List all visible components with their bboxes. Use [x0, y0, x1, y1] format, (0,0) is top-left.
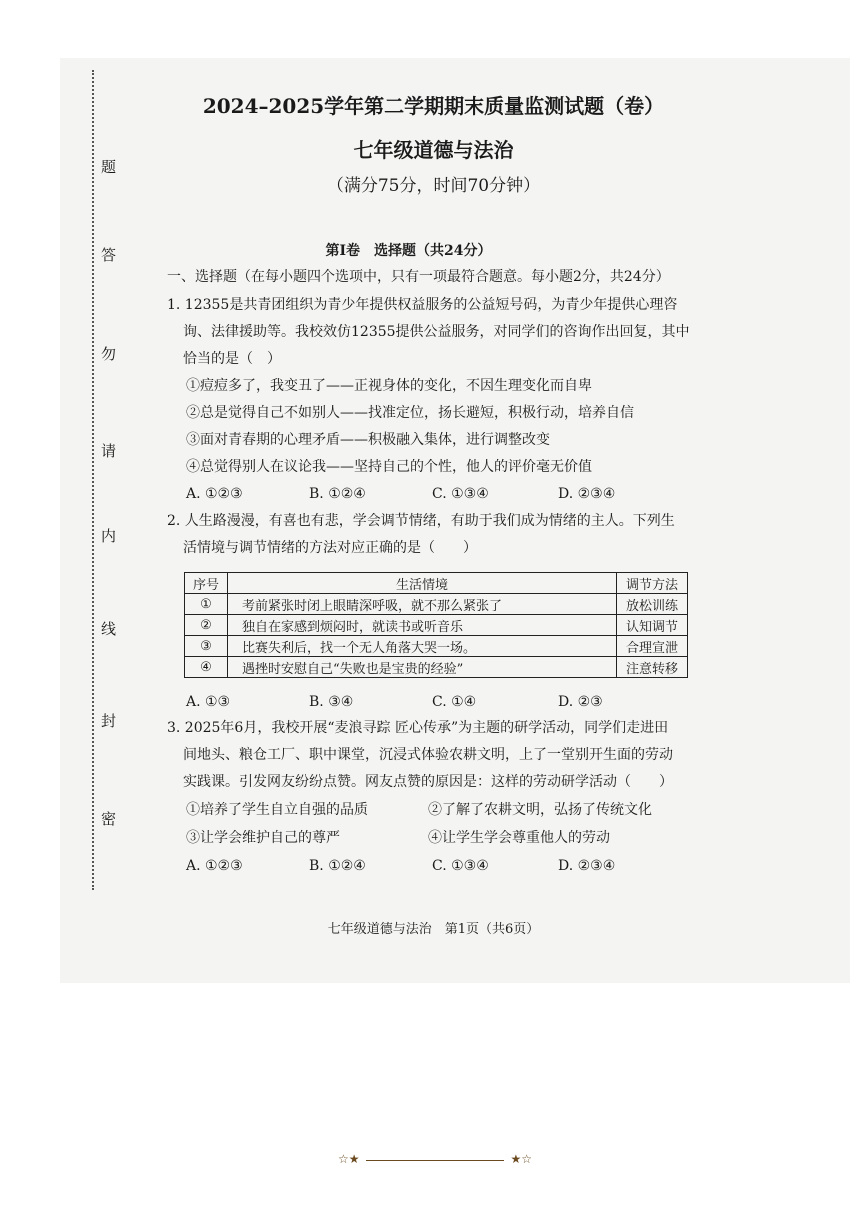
q1-stem-line: 1. 12355是共青团组织为青少年提供权益服务的公益短号码，为青少年提供心理咨: [167, 297, 678, 313]
q3-stem-line: 实践课。引发网友纷纷点赞。网友点赞的原因是：这样的劳动研学活动（ ）: [183, 774, 673, 790]
q1-stem-line: 恰当的是（ ）: [183, 351, 281, 367]
q3-item: ①培养了学生自立自强的品质: [186, 802, 368, 818]
q3-item: ④让学生学会尊重他人的劳动: [428, 830, 610, 846]
table-row: [185, 636, 688, 657]
option-a[interactable]: A. ①②③: [186, 858, 243, 874]
table-cell: 独自在家感到烦闷时，就读书或听音乐: [228, 615, 617, 636]
table-cell: 遇挫时安慰自己“失败也是宝贵的经验”: [228, 657, 617, 678]
q1-stem-line: 询、法律援助等。我校效仿12355提供公益服务，对同学们的咨询作出回复，其中: [183, 324, 690, 340]
table-cell: ②: [185, 615, 228, 636]
binding-char: 线: [101, 620, 117, 638]
section-heading: 一、选择题（在每小题四个选项中，只有一项最符合题意。每小题2分，共24分）: [167, 269, 670, 285]
option-d[interactable]: D. ②③④: [558, 486, 616, 502]
binding-char: 内: [101, 527, 117, 545]
table-row: [185, 657, 688, 678]
table-cell: ③: [185, 636, 228, 657]
option-d[interactable]: D. ②③: [558, 694, 603, 710]
table-row: [185, 594, 688, 615]
q1-item: ③面对青春期的心理矛盾——积极融入集体，进行调整改变: [186, 432, 550, 448]
option-a[interactable]: A. ①②③: [186, 486, 243, 502]
q2-stem-line: 2. 人生路漫漫，有喜也有悲，学会调节情绪，有助于我们成为情绪的主人。下列生: [167, 513, 675, 529]
option-b[interactable]: B. ③④: [309, 694, 354, 710]
option-c[interactable]: C. ①③④: [432, 858, 489, 874]
option-b[interactable]: B. ①②④: [309, 486, 366, 502]
exam-subject: 七年级道德与法治: [353, 138, 514, 162]
option-a[interactable]: A. ①③: [186, 694, 231, 710]
table-header: 序号: [185, 573, 228, 594]
table-header: 生活情境: [228, 573, 617, 594]
q1-item: ④总觉得别人在议论我——坚持自己的个性，他人的评价毫无价值: [186, 459, 592, 475]
decorative-divider: [338, 1152, 532, 1168]
binding-char: 勿: [101, 345, 117, 363]
table-cell: 注意转移: [617, 657, 688, 678]
page-footer: 七年级道德与法治 第1页（共6页）: [327, 922, 540, 937]
q1-item: ②总是觉得自己不如别人——找准定位，扬长避短，积极行动，培养自信: [186, 405, 634, 421]
star-icon: ☆★: [338, 1152, 360, 1166]
table-header: 调节方法: [617, 573, 688, 594]
q3-stem-line: 间地头、粮仓工厂、职中课堂，沉浸式体验农耕文明，上了一堂别开生面的劳动: [183, 747, 673, 763]
table-cell: 合理宣泄: [617, 636, 688, 657]
table-row: [185, 615, 688, 636]
table-cell: 放松训练: [617, 594, 688, 615]
table-cell: ④: [185, 657, 228, 678]
q1-item: ①痘痘多了，我变丑了——正视身体的变化，不因生理变化而自卑: [186, 378, 592, 394]
table-header-row: [185, 573, 688, 594]
binding-char: 请: [101, 442, 117, 460]
q2-stem-line: 活情境与调节情绪的方法对应正确的是（ ）: [183, 540, 477, 556]
option-c[interactable]: C. ①④: [432, 694, 477, 710]
exam-info: （满分75分，时间70分钟）: [326, 176, 541, 196]
star-icon: ★☆: [510, 1152, 532, 1166]
table-cell: 考前紧张时闭上眼睛深呼吸，就不那么紧张了: [228, 594, 617, 615]
divider-line: [366, 1160, 504, 1161]
exam-title: 2024–2025学年第二学期期末质量监测试题（卷）: [202, 94, 665, 118]
q3-item: ②了解了农耕文明，弘扬了传统文化: [428, 802, 652, 818]
q2-table: [184, 572, 688, 678]
binding-char: 密: [101, 810, 117, 828]
option-b[interactable]: B. ①②④: [309, 858, 366, 874]
binding-char: 答: [101, 246, 117, 264]
q3-stem-line: 3. 2025年6月，我校开展“麦浪寻踪 匠心传承”为主题的研学活动，同学们走进田: [167, 720, 669, 736]
part-heading: 第Ⅰ卷 选择题（共24分）: [325, 243, 492, 259]
table-cell: 比赛失利后，找一个无人角落大哭一场。: [228, 636, 617, 657]
binding-char: 题: [101, 158, 117, 176]
table-cell: 认知调节: [617, 615, 688, 636]
binding-char: 封: [101, 712, 117, 730]
table-cell: ①: [185, 594, 228, 615]
option-d[interactable]: D. ②③④: [558, 858, 616, 874]
q3-item: ③让学会维护自己的尊严: [186, 830, 340, 846]
option-c[interactable]: C. ①③④: [432, 486, 489, 502]
